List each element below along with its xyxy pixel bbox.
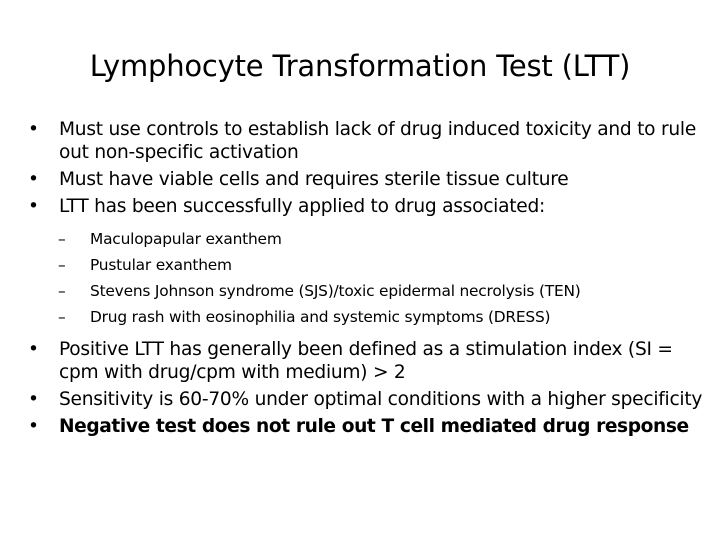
bullet-list: [28, 118, 708, 218]
sub-bullet-text: Drug rash with eosinophilia and systemic symptoms (DRESS): [90, 308, 551, 326]
bullet-glyph: •: [28, 339, 39, 360]
bullet-glyph: •: [28, 389, 39, 410]
bullet-glyph: •: [28, 196, 39, 217]
bullet-item: [28, 338, 708, 384]
bullet-text: Must use controls to establish lack of drug induced toxicity and to rule out non-specific activation: [59, 119, 697, 163]
bullet-glyph: •: [28, 119, 39, 140]
bullet-text: LTT has been successfully applied to drug associated:: [59, 196, 546, 217]
sub-bullet-item: [28, 252, 708, 278]
bullet-text: Sensitivity is 60-70% under optimal conditions with a higher specificity: [59, 389, 703, 410]
bullet-glyph: •: [28, 416, 39, 437]
bullet-text: Positive LTT has generally been defined as a stimulation index (SI = cpm with drug/cpm with medium) > 2: [59, 339, 673, 383]
sub-bullet-text: Pustular exanthem: [90, 256, 232, 274]
bullet-text: Negative test does not rule out T cell mediated drug response: [59, 416, 689, 437]
bullet-item: [28, 118, 708, 164]
sub-bullet-item: [28, 304, 708, 330]
dash-glyph: –: [58, 282, 66, 300]
dash-glyph: –: [58, 256, 66, 274]
bullet-item-emphasis: [28, 415, 708, 438]
sub-bullet-item: [28, 226, 708, 252]
sub-bullet-text: Maculopapular exanthem: [90, 230, 282, 248]
bullet-list: [28, 338, 708, 438]
bullet-item: [28, 388, 708, 411]
sub-bullet-list: [28, 226, 708, 330]
slide-body: [28, 118, 708, 442]
bullet-text: Must have viable cells and requires sterile tissue culture: [59, 169, 569, 190]
bullet-item: [28, 195, 708, 218]
dash-glyph: –: [58, 230, 66, 248]
bullet-item: [28, 168, 708, 191]
dash-glyph: –: [58, 308, 66, 326]
slide-title: Lymphocyte Transformation Test (LTT): [89, 49, 631, 83]
bullet-glyph: •: [28, 169, 39, 190]
sub-bullet-text: Stevens Johnson syndrome (SJS)/toxic epidermal necrolysis (TEN): [90, 282, 581, 300]
sub-bullet-item: [28, 278, 708, 304]
